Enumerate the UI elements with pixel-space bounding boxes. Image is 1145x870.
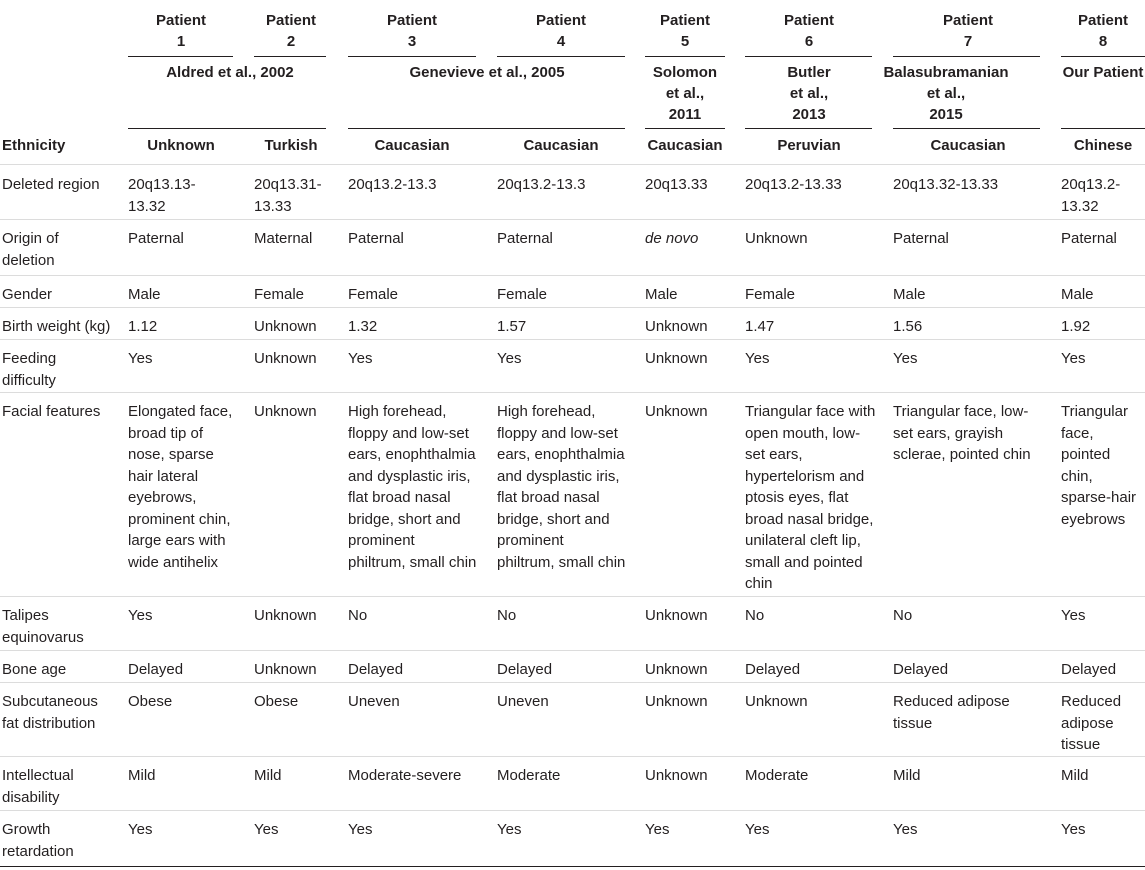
table-cell: Unknown	[254, 661, 317, 678]
row-divider	[0, 219, 1145, 220]
header-rule	[745, 56, 872, 57]
header-rule	[1061, 56, 1145, 57]
table-cell: Yes	[497, 821, 522, 838]
table-cell: Yes	[128, 821, 153, 838]
table-cell: Female	[254, 286, 305, 303]
table-cell: 20q13.13- 13.32	[128, 176, 196, 215]
table-cell: Unknown	[254, 318, 317, 335]
table-cell: Female	[745, 286, 796, 303]
source-rule	[128, 128, 326, 129]
table-cell: Delayed	[348, 661, 404, 678]
ethnicity-label: Ethnicity	[2, 137, 66, 154]
row-divider	[0, 596, 1145, 597]
table-cell: 1.92	[1061, 318, 1091, 335]
header-rule	[348, 56, 476, 57]
table-cell: High forehead, floppy and low-set ears, enophthalmia and dysplastic iris, flat broad nasal bridge, short and prominent philtrum, small chin	[348, 403, 477, 571]
patient-header: Patient 7	[942, 12, 993, 50]
table-cell: de novo	[645, 230, 699, 247]
row-label: Subcutaneous fat distribution	[2, 693, 98, 732]
table-cell: Moderate	[497, 767, 561, 784]
table-cell: 20q13.2-13.3	[497, 176, 586, 193]
patient-header: Patient 8	[1077, 12, 1128, 50]
source-header: Solomon et al., 2011	[652, 64, 718, 123]
table-cell: Paternal	[348, 230, 404, 247]
table-cell: Obese	[254, 693, 299, 710]
table-cell: Yes	[645, 821, 670, 838]
table-cell: 20q13.31- 13.33	[254, 176, 322, 215]
row-divider	[0, 810, 1145, 811]
table-cell: Unknown	[254, 350, 317, 367]
source-rule	[745, 128, 872, 129]
row-divider	[0, 650, 1145, 651]
patient-header: Patient 6	[783, 12, 834, 50]
table-cell: Female	[348, 286, 399, 303]
row-label: Feeding difficulty	[2, 350, 57, 389]
table-cell: Triangular face, low- set ears, grayish sclerae, pointed chin	[893, 403, 1031, 463]
table-cell: Paternal	[128, 230, 184, 247]
row-divider	[0, 756, 1145, 757]
header-rule	[128, 56, 233, 57]
table-cell: 1.32	[348, 318, 378, 335]
table-cell: Yes	[1061, 821, 1086, 838]
table-cell: 1.57	[497, 318, 527, 335]
table-cell: Delayed	[497, 661, 553, 678]
ethnicity-cell: Chinese	[1073, 137, 1133, 154]
patient-header: Patient 5	[659, 12, 710, 50]
source-header: Aldred et al., 2002	[166, 64, 294, 81]
table-cell: Triangular face with open mouth, low- set ears, hypertelorism and ptosis eyes, flat broad nasal bridge, unilateral cleft lip, small and pointed chin	[745, 403, 876, 592]
table-cell: 20q13.2- 13.32	[1061, 176, 1121, 215]
table-cell: Unknown	[645, 661, 708, 678]
row-label: Talipes equinovarus	[2, 607, 84, 646]
row-divider	[0, 339, 1145, 340]
header-rule	[254, 56, 326, 57]
source-rule	[893, 128, 1040, 129]
table-cell: Elongated face, broad tip of nose, sparse hair lateral eyebrows, prominent chin, large ears with wide antihelix	[128, 403, 233, 571]
header-rule	[893, 56, 1040, 57]
table-cell: Unknown	[645, 403, 708, 420]
table-cell: Delayed	[745, 661, 801, 678]
table-cell: Yes	[1061, 607, 1086, 624]
table-cell: Paternal	[893, 230, 949, 247]
table-cell: Triangular face, pointed chin, sparse-hair eyebrows	[1061, 403, 1137, 528]
patient-header: Patient 2	[265, 12, 316, 50]
ethnicity-cell: Caucasian	[647, 137, 723, 154]
table-cell: Uneven	[497, 693, 549, 710]
patient-header: Patient 4	[535, 12, 586, 50]
table-cell: Mild	[1061, 767, 1089, 784]
table-cell: Uneven	[348, 693, 400, 710]
table-cell: Yes	[893, 350, 918, 367]
table-cell: Yes	[254, 821, 279, 838]
table-cell: Female	[497, 286, 548, 303]
row-label: Origin of deletion	[2, 230, 59, 269]
row-label: Intellectual disability	[2, 767, 74, 806]
table-cell: Mild	[254, 767, 282, 784]
source-rule	[348, 128, 625, 129]
source-header: Genevieve et al., 2005	[409, 64, 565, 81]
ethnicity-cell: Caucasian	[523, 137, 599, 154]
table-cell: Yes	[128, 350, 153, 367]
row-label: Facial features	[2, 403, 101, 420]
table-cell: Moderate-severe	[348, 767, 462, 784]
source-header: Our Patient	[1062, 64, 1144, 81]
table-cell: Yes	[1061, 350, 1086, 367]
patient-header: Patient 3	[386, 12, 437, 50]
table-cell: Unknown	[745, 693, 808, 710]
table-cell: Maternal	[254, 230, 313, 247]
table-cell: Unknown	[645, 318, 708, 335]
table-cell: Yes	[893, 821, 918, 838]
table-cell: Unknown	[254, 403, 317, 420]
table-cell: No	[348, 607, 368, 624]
table-cell: Mild	[128, 767, 156, 784]
table-cell: Delayed	[128, 661, 184, 678]
source-rule	[1061, 128, 1145, 129]
ethnicity-cell: Turkish	[264, 137, 318, 154]
header-rule	[645, 56, 725, 57]
table-cell: No	[745, 607, 765, 624]
table-cell: 1.56	[893, 318, 923, 335]
patient-header: Patient 1	[155, 12, 206, 50]
row-label: Deleted region	[2, 176, 100, 193]
row-divider	[0, 682, 1145, 683]
row-divider	[0, 866, 1145, 867]
table-cell: Yes	[348, 350, 373, 367]
row-divider	[0, 307, 1145, 308]
table-cell: Yes	[348, 821, 373, 838]
table-cell: Mild	[893, 767, 921, 784]
source-rule	[645, 128, 725, 129]
table-cell: 20q13.32-13.33	[893, 176, 999, 193]
table-cell: Unknown	[645, 767, 708, 784]
ethnicity-cell: Peruvian	[777, 137, 841, 154]
table-cell: Unknown	[645, 350, 708, 367]
header-rule	[497, 56, 625, 57]
table-cell: Unknown	[645, 607, 708, 624]
table-cell: 20q13.33	[645, 176, 708, 193]
source-header: Butler et al., 2013	[787, 64, 831, 123]
table-cell: 1.12	[128, 318, 158, 335]
table-cell: Male	[893, 286, 926, 303]
table-cell: 1.47	[745, 318, 775, 335]
header-bottom-rule	[0, 164, 1145, 165]
source-header: Balasubramanian et al., 2015	[883, 64, 1009, 123]
table-cell: Yes	[745, 821, 770, 838]
table-cell: Delayed	[1061, 661, 1117, 678]
table-cell: Obese	[128, 693, 173, 710]
ethnicity-cell: Caucasian	[930, 137, 1006, 154]
table-cell: Paternal	[1061, 230, 1117, 247]
table-cell: Moderate	[745, 767, 809, 784]
table-cell: 20q13.2-13.33	[745, 176, 842, 193]
table-cell: Male	[128, 286, 161, 303]
table-cell: Male	[645, 286, 678, 303]
ethnicity-cell: Caucasian	[374, 137, 450, 154]
table-cell: Reduced adipose tissue	[893, 693, 1010, 732]
table-cell: Yes	[745, 350, 770, 367]
table-cell: Unknown	[645, 693, 708, 710]
table-cell: Male	[1061, 286, 1094, 303]
table-cell: Yes	[128, 607, 153, 624]
row-divider	[0, 392, 1145, 393]
table-cell: 20q13.2-13.3	[348, 176, 437, 193]
table-cell: Delayed	[893, 661, 949, 678]
table-cell: No	[497, 607, 517, 624]
table-cell: Unknown	[745, 230, 808, 247]
row-label: Birth weight (kg)	[2, 318, 111, 335]
ethnicity-cell: Unknown	[147, 137, 215, 154]
table-cell: Unknown	[254, 607, 317, 624]
row-divider	[0, 275, 1145, 276]
table-cell: Reduced adipose tissue	[1061, 693, 1122, 753]
row-label: Bone age	[2, 661, 67, 678]
row-label: Gender	[2, 286, 53, 303]
table-cell: No	[893, 607, 913, 624]
table-cell: Yes	[497, 350, 522, 367]
table-cell: Paternal	[497, 230, 553, 247]
table-cell: High forehead, floppy and low-set ears, enophthalmia and dysplastic iris, flat broad nasal bridge, short and prominent philtrum, small chin	[497, 403, 626, 571]
row-label: Growth retardation	[2, 821, 74, 860]
